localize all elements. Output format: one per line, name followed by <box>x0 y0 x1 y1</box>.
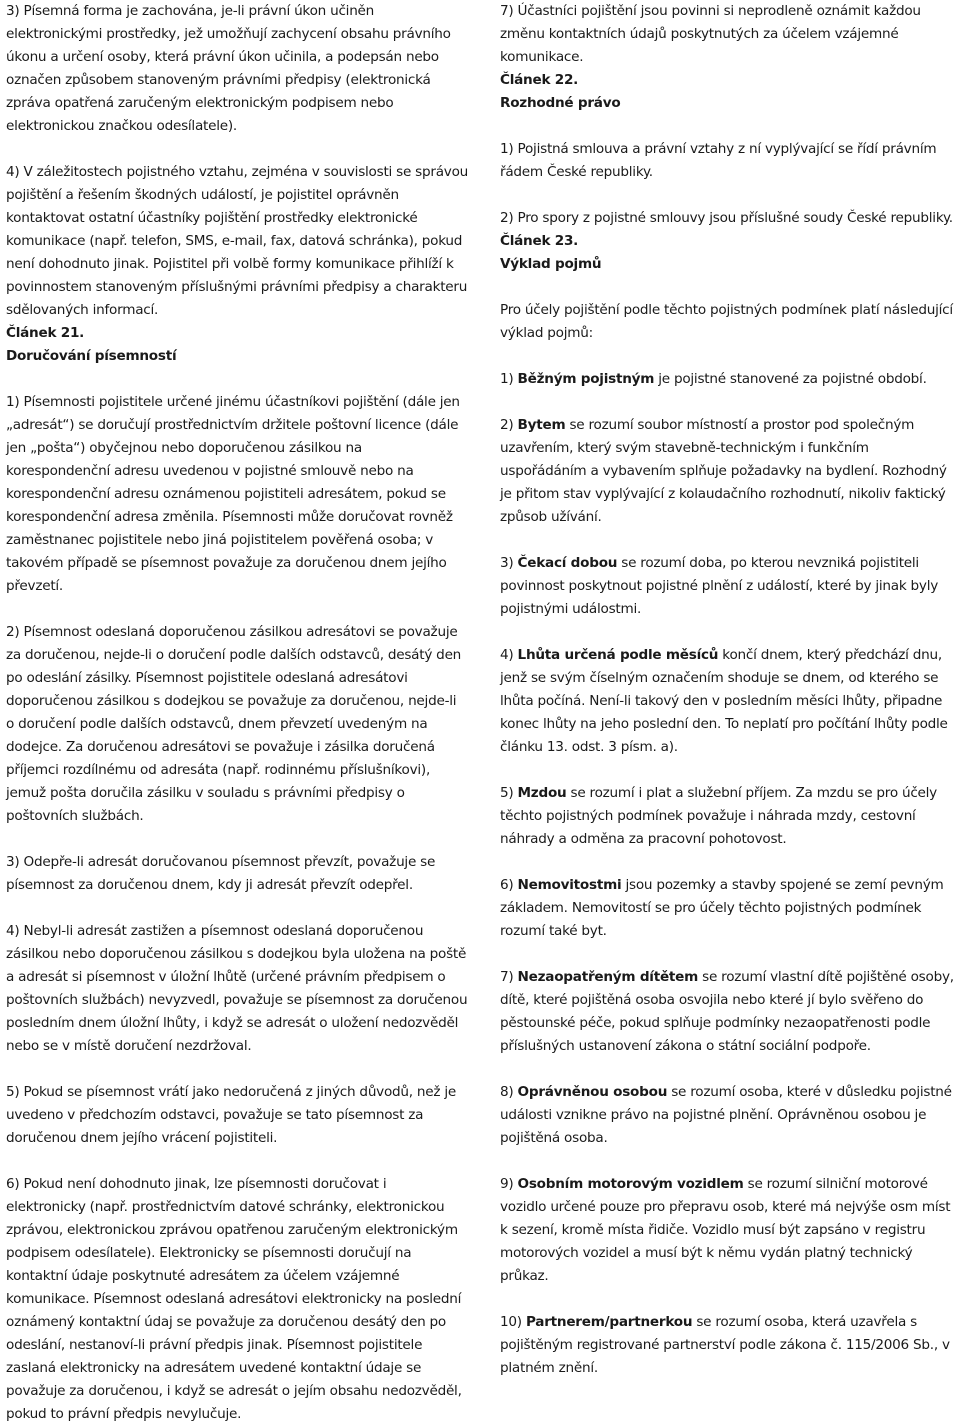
article-22-paragraph-1: 1) Pojistná smlouva a právní vztahy z ní vyplývající se řídí právním řádem České republiky. <box>500 141 937 180</box>
paragraph-4: 4) V záležitostech pojistného vztahu, zejména v souvislosti se správou pojištění a řešením škodných událostí, je pojistitel oprávněn kontaktovat ostatní účastníky pojištění prostředky elektronické komunikace (např. telefon, SMS, e-mail, fax, datová schránka), pokud není dohodnuto jinak. Pojistitel při volbě formy komunikace přihlíží k povinnostem stanoveným příslušnými právními předpisy a charakteru sdělovaných informací. <box>6 164 469 318</box>
definition-text: jsou pozemky a stavby spojené se zemí pevným základem. Nemovitostí se pro účely těchto pojistných podmínek rozumí také byt. <box>500 877 944 939</box>
definition-text: se rozumí vlastní dítě pojištěné osoby, dítě, které pojištěná osoba osvojila nebo které jí bylo svěřeno do pěstounské péče, pokud splňuje podmínky nezaopatřenosti podle příslušných ustanovení zákona o státní sociální podpoře. <box>500 969 954 1054</box>
article-21-paragraph-2: 2) Písemnost odeslaná doporučenou zásilkou adresátovi se považuje za doručenou, nejde-li o doručení podle dalších odstavců, desátý den po odeslání zásilky. Písemnost pojistitele odeslaná adresátovi doporučenou zásilkou s dodejkou se považuje za doručenou, nejde-li o doručení podle dalších odstavců, dnem převzetí uvedeným na dodejce. Za doručenou adresátovi se považuje i zásilka doručená příjemci rozdílnému od adresáta (např. rodinnému příslušníkovi), jemuž pošta doručila zásilku v souladu s právními předpisy o poštovních službách. <box>6 624 462 824</box>
article-22-title: Rozhodné právo <box>500 95 621 111</box>
article-21-paragraph-5: 5) Pokud se písemnost vrátí jako nedoručená z jiných důvodů, než je uvedeno v předchozím odstavci, považuje se tato písemnost za doručenou dnem jejího vrácení pojistiteli. <box>6 1084 457 1146</box>
definition-item <box>500 368 956 391</box>
definition-text: se rozumí soubor místností a prostor pod společným uzavřením, který svým stavebně-technickým i funkčním uspořádáním a vybavením splňuje požadavky na bydlení. Rozhodný je přitom stav vyplývající z kolaudačního rozhodnutí, nikoliv faktický způsob užívání. <box>500 417 947 525</box>
definition-number: 10) <box>500 1314 526 1330</box>
definition-text: je pojistné stanovené za pojistné období. <box>654 371 927 387</box>
article-21-title: Doručování písemností <box>6 348 177 364</box>
article-21-paragraph-1: 1) Písemnosti pojistitele určené jinému účastníkovi pojištění (dále jen „adresát“) se doručují prostřednictvím držitele poštovní licence (dále jen „pošta“) obyčejnou nebo doporučenou zásilkou na korespondenční adresu uvedenou v pojistné smlouvě nebo na korespondenční adresu oznámenou pojistiteli adresátem, pokud se korespondenční adresa změnila. Písemnosti může doručovat rovněž zaměstnanec pojistitele nebo jiná pojistitelem pověřená osoba; v takovém případě se písemnost považuje za doručenou dnem jejího převzetí. <box>6 394 460 594</box>
definition-number: 1) <box>500 371 518 387</box>
definition-text: se rozumí doba, po kterou nevzniká pojistiteli povinnost poskytnout pojistné plnění z událostí, které by jinak byly pojistnými událostmi. <box>500 555 939 617</box>
definition-term: Lhůta určená podle měsíců <box>517 647 719 663</box>
definition-item <box>500 1081 956 1150</box>
definition-item <box>500 1173 956 1288</box>
definition-number: 3) <box>500 555 518 571</box>
definition-term: Osobním motorovým vozidlem <box>517 1176 744 1192</box>
article-23-intro: Pro účely pojištění podle těchto pojistných podmínek platí následující výklad pojmů: <box>500 302 953 341</box>
definition-term: Bytem <box>517 417 566 433</box>
definition-number: 7) <box>500 969 518 985</box>
article-21-paragraph-6: 6) Pokud není dohodnuto jinak, lze písemnosti doručovat i elektronicky (např. prostřednictvím datové schránky, elektronickou zprávou, elektronickou zprávou opatřenou zaručeným elektronickým podpisem odesílatele). Elektronicky se písemnosti doručují na kontaktní údaje poskytnuté adresátem za účelem vzájemné komunikace. Písemnost odeslaná adresátovi elektronicky na poslední oznámený kontaktní údaj se považuje za doručenou desátý den po odeslání, nestanoví-li právní předpis jinak. Písemnost pojistitele zaslaná elektronicky na adresátem uvedené kontaktní údaje se považuje za doručenou, i když se adresát o jejím obsahu nedozvěděl, pokud to právní předpis nevylučuje. <box>6 1176 462 1422</box>
definition-item <box>500 644 956 759</box>
article-22-number: Článek 22. <box>500 72 579 88</box>
left-column <box>6 0 468 1426</box>
definition-item <box>500 966 956 1058</box>
right-column <box>500 0 956 1380</box>
definition-number: 4) <box>500 647 518 663</box>
article-22-paragraph-2: 2) Pro spory z pojistné smlouvy jsou příslušné soudy České republiky. <box>500 210 953 226</box>
definition-term: Čekací dobou <box>517 555 618 571</box>
definition-item <box>500 782 956 851</box>
article-21-number: Článek 21. <box>6 325 85 341</box>
definition-text: končí dnem, který předchází dnu, jenž se svým číselným označením shoduje se dnem, od kterého se lhůta počíná. Není-li takový den v posledním měsíci lhůty, připadne konec lhůty na jeho poslední den. To neplatí pro počítání lhůty podle článku 13. odst. 3 písm. a). <box>500 647 948 755</box>
definition-term: Partnerem/partnerkou <box>525 1314 693 1330</box>
definition-number: 6) <box>500 877 518 893</box>
definition-term: Běžným pojistným <box>517 371 655 387</box>
definition-number: 5) <box>500 785 518 801</box>
definition-term: Mzdou <box>517 785 567 801</box>
definition-text: se rozumí osoba, které v důsledku pojistné události vznikne právo na pojistné plnění. Oprávněnou osobou je pojištěná osoba. <box>500 1084 952 1146</box>
paragraph-7: 7) Účastníci pojištění jsou povinni si neprodleně oznámit každou změnu kontaktních údajů poskytnutých za účelem vzájemné komunikace. <box>500 3 921 65</box>
definition-number: 8) <box>500 1084 518 1100</box>
definition-item <box>500 1311 956 1380</box>
definition-text: se rozumí silniční motorové vozidlo určené pouze pro přepravu osob, které má nejvýše osm míst k sezení, kromě místa řidiče. Vozidlo musí být zapsáno v registru motorových vozidel a musí být k němu vydán platný technický průkaz. <box>500 1176 951 1284</box>
article-23-title: Výklad pojmů <box>500 256 602 272</box>
definition-text: se rozumí i plat a služební příjem. Za mzdu se pro účely těchto pojistných podmínek považuje i náhrada mzdy, cestovní náhrady a odměna za pracovní pohotovost. <box>500 785 937 847</box>
paragraph-3: 3) Písemná forma je zachována, je-li právní úkon učiněn elektronickými prostředky, jež umožňují zachycení obsahu právního úkonu a určení osoby, která právní úkon učinila, a podepsán nebo označen způsobem stanoveným právními předpisy (elektronická zpráva opatřená zaručeným elektronickým podpisem nebo elektronickou značkou odesílatele). <box>6 3 451 134</box>
article-21-paragraph-4: 4) Nebyl-li adresát zastižen a písemnost odeslaná doporučenou zásilkou nebo doporučenou zásilkou s dodejkou byla uložena na poště a adresát si písemnost v úložní lhůtě (určené právním předpisem o poštovních službách) nevyzvedl, považuje se písemnost za doručenou posledním dnem úložní lhůty, i když se adresát o uložení nedozvěděl nebo se v místě doručení nezdržoval. <box>6 923 468 1054</box>
definition-term: Nezaopatřeným dítětem <box>517 969 699 985</box>
definition-term: Nemovitostmi <box>517 877 622 893</box>
definition-text: se rozumí osoba, která uzavřela s pojištěným registrované partnerství podle zákona č. 115/2006 Sb., v platném znění. <box>500 1314 950 1376</box>
definition-number: 9) <box>500 1176 518 1192</box>
article-21-paragraph-3: 3) Odepře-li adresát doručovanou písemnost převzít, považuje se písemnost za doručenou dnem, kdy ji adresát převzít odepřel. <box>6 854 436 893</box>
definition-item <box>500 414 956 529</box>
definition-term: Oprávněnou osobou <box>517 1084 668 1100</box>
definition-item <box>500 552 956 621</box>
definition-item <box>500 874 956 943</box>
article-23-number: Článek 23. <box>500 233 579 249</box>
definition-number: 2) <box>500 417 518 433</box>
